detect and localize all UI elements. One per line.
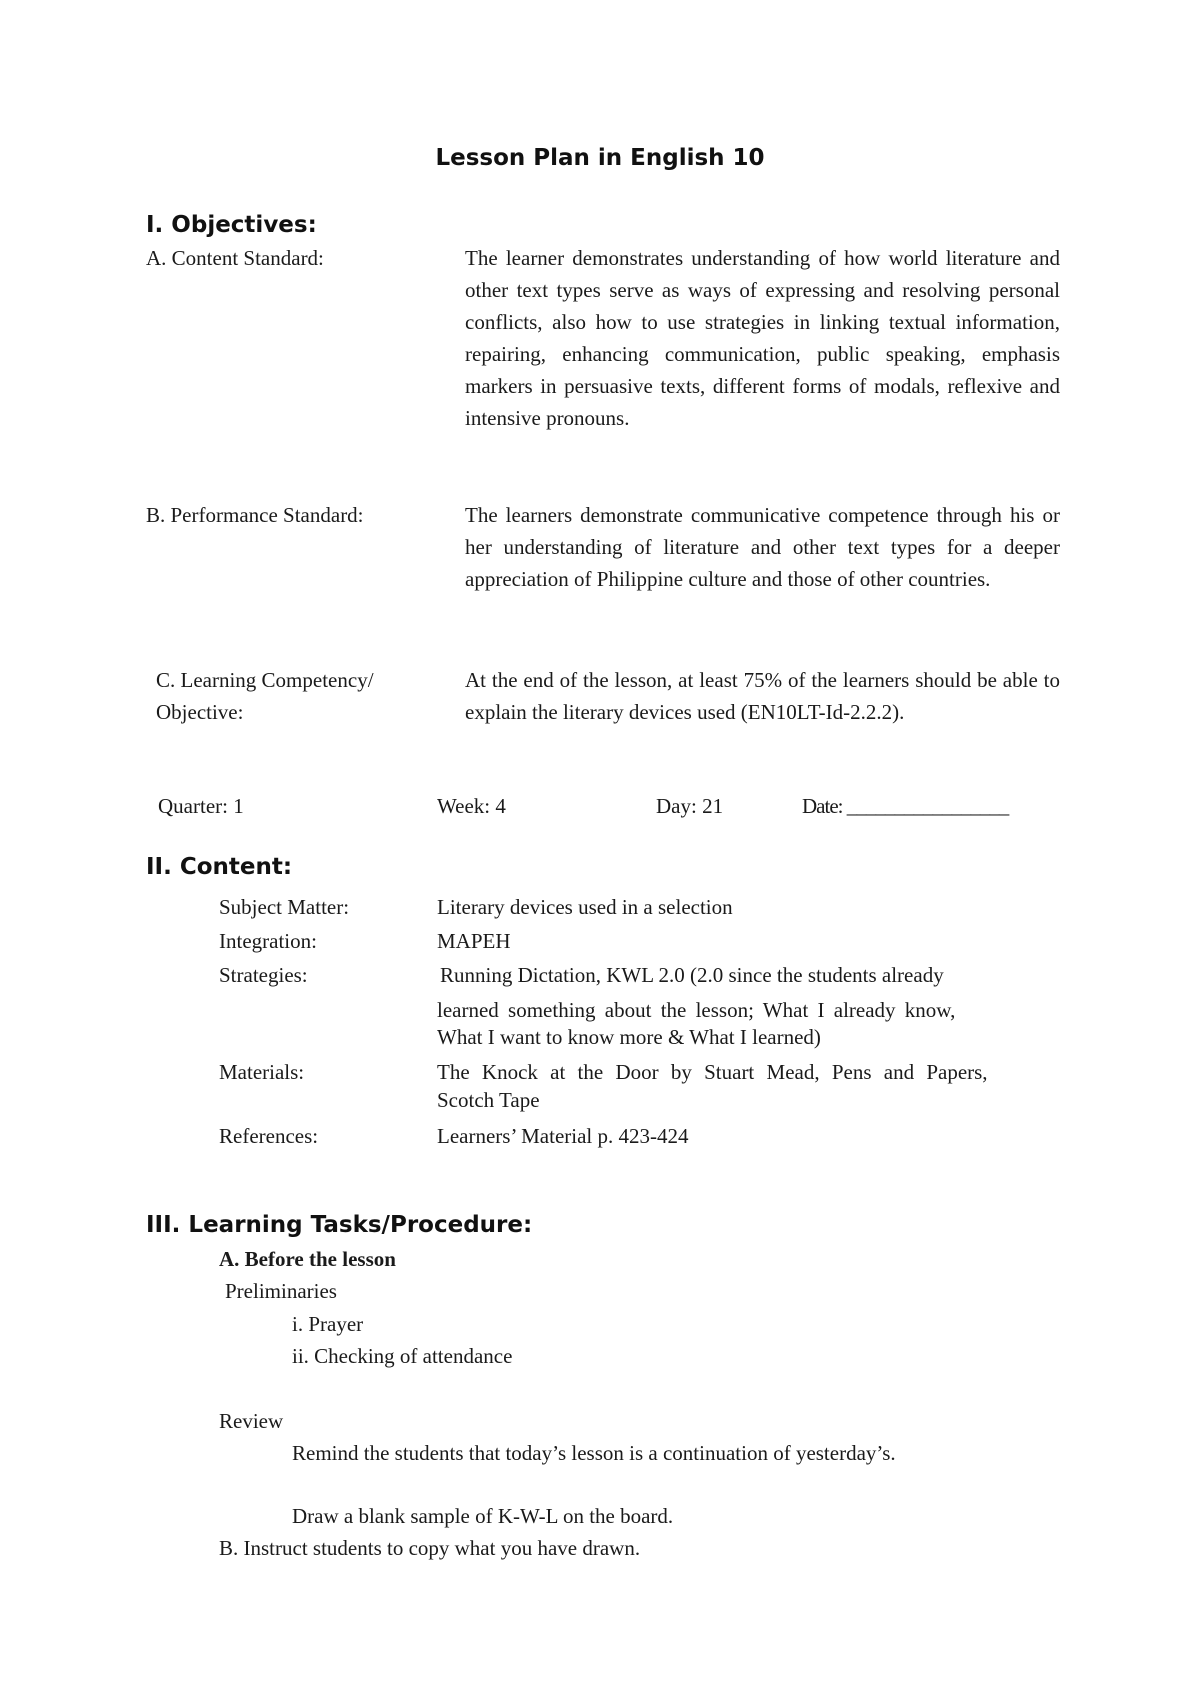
instruct-text: B. Instruct students to copy what you have drawn. (219, 1536, 641, 1560)
before-lesson-heading: A. Before the lesson (219, 1247, 396, 1271)
objectives-heading: I. Objectives: (146, 212, 317, 238)
subject-matter-value: Literary devices used in a selection (437, 895, 733, 919)
content-standard-label: A. Content Standard: (146, 246, 324, 270)
prayer-item: i. Prayer (292, 1312, 364, 1336)
references-value: Learners’ Material p. 423-424 (437, 1124, 689, 1148)
preliminaries-label: Preliminaries (225, 1279, 337, 1303)
day-field: Day: 21 (656, 794, 724, 818)
attendance-item: ii. Checking of attendance (292, 1344, 513, 1368)
integration-value: MAPEH (437, 929, 511, 953)
performance-standard-text: The learners demonstrate communicative competence through his or her understanding of literature and other text types for a deeper appreciation of Philippine culture and those of other countries. (465, 503, 1060, 591)
review-label: Review (219, 1409, 284, 1433)
procedure-heading: III. Learning Tasks/Procedure: (146, 1212, 533, 1238)
subject-matter-label: Subject Matter: (219, 895, 350, 919)
materials-label: Materials: (219, 1060, 305, 1084)
content-heading: II. Content: (146, 854, 293, 880)
remind-text: Remind the students that today’s lesson is a continuation of yesterday’s. (292, 1441, 896, 1465)
materials-line-2: Scotch Tape (437, 1088, 540, 1112)
strategies-line-3: What I want to know more & What I learned) (437, 1025, 821, 1049)
references-label: References: (219, 1124, 319, 1148)
performance-standard-label: B. Performance Standard: (146, 503, 364, 527)
strategies-line-2: learned something about the lesson; What I already know, (437, 998, 956, 1022)
week-field: Week: 4 (437, 794, 506, 818)
strategies-label: Strategies: (219, 963, 308, 987)
learning-competency-text: At the end of the lesson, at least 75% of the learners should be able to explain the literary devices used (EN10LT-Id-2.2.2). (465, 668, 1060, 724)
integration-label: Integration: (219, 929, 317, 953)
date-field: Date: _________________ (802, 794, 1009, 818)
draw-text: Draw a blank sample of K-W-L on the board. (292, 1504, 674, 1528)
learning-competency-label-1: C. Learning Competency/ (156, 668, 374, 692)
content-standard-text: The learner demonstrates understanding of how world literature and other text types serve as ways of expressing and resolving personal conflicts, also how to use strategies in linking textual information, repairing, enhancing communication, public speaking, emphasis markers in persuasive texts, different forms of modals, reflexive and intensive pronouns. (465, 246, 1060, 430)
materials-line-1: The Knock at the Door by Stuart Mead, Pens and Papers, (437, 1060, 988, 1084)
strategies-line-1: Running Dictation, KWL 2.0 (2.0 since the students already (440, 963, 944, 987)
quarter-field: Quarter: 1 (158, 794, 244, 818)
document-title: Lesson Plan in English 10 (435, 145, 765, 171)
learning-competency-label-2: Objective: (156, 700, 244, 724)
